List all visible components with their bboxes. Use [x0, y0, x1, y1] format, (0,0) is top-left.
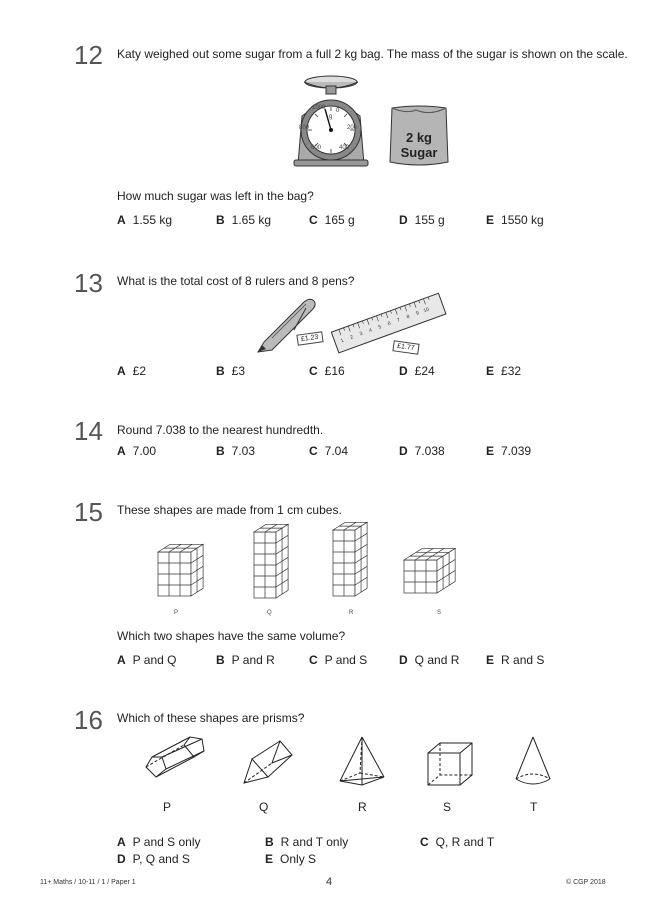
sugar-bag-label: [390, 130, 448, 160]
q16-option-b[interactable]: [265, 835, 348, 849]
q12-option-c-text: 165 g: [324, 213, 355, 227]
q15-option-c-text: P and S: [324, 653, 368, 667]
q14-option-c[interactable]: [309, 444, 348, 458]
q13-option-b[interactable]: [216, 364, 245, 378]
square-pyramid-shape: [340, 737, 384, 785]
shape-16-label-t: T: [530, 800, 538, 814]
q13-option-c[interactable]: [309, 364, 345, 378]
question-number-12: 12: [74, 40, 103, 70]
cone-shape: [516, 737, 550, 784]
q14-option-a[interactable]: [117, 444, 156, 458]
q13-option-e-text: £32: [501, 364, 522, 378]
q13-option-b-letter: B: [216, 364, 225, 378]
shape-16-label-r: R: [358, 800, 367, 814]
q16-option-b-letter: B: [265, 835, 274, 849]
scale-label-g: g: [329, 114, 333, 120]
scale-label-600: 600: [311, 145, 322, 151]
shape-label-p: P: [174, 610, 179, 616]
ruler-mark: 5: [377, 323, 383, 331]
kitchen-scale-illustration: [290, 72, 372, 168]
q13-option-e-letter: E: [486, 364, 495, 378]
q12-option-b-text: 1.65 kg: [231, 213, 272, 227]
sugar-bag-weight: 2 kg: [405, 130, 432, 145]
pentagonal-prism-shape: [146, 737, 204, 777]
shape-16-label-q: Q: [259, 800, 269, 814]
q15-option-d[interactable]: [399, 653, 459, 667]
q14-option-b[interactable]: [216, 444, 255, 458]
q16-option-c[interactable]: [420, 835, 494, 849]
q15-option-d-letter: D: [399, 653, 408, 667]
q12-option-c-letter: C: [309, 213, 318, 227]
q15-option-b-text: P and R: [231, 653, 275, 667]
q12-option-e-letter: E: [486, 213, 495, 227]
footer-left: 11+ Maths / 10-11 / 1 / Paper 1: [40, 879, 136, 886]
cube-stack-p: [158, 544, 203, 596]
scale-label-800: 800: [299, 125, 310, 131]
shape-16-label-s: S: [443, 800, 452, 814]
scale-label-400: 400: [339, 145, 350, 151]
q12-option-b[interactable]: [216, 213, 271, 227]
q13-option-a[interactable]: [117, 364, 146, 378]
ruler-mark: 8: [405, 313, 411, 321]
q15-option-c-letter: C: [309, 653, 318, 667]
ruler-mark: 3: [358, 330, 364, 338]
cube-stack-r: [333, 522, 367, 596]
q14-option-b-text: 7.03: [231, 444, 256, 458]
q14-option-e-text: 7.039: [501, 444, 532, 458]
q14-option-a-text: 7.00: [132, 444, 157, 458]
q16-option-e-text: Only S: [280, 852, 317, 866]
q12-option-d-letter: D: [399, 213, 408, 227]
q15-option-c[interactable]: [309, 653, 367, 667]
ruler-price-tag: £1.77: [392, 340, 419, 354]
q15-option-e[interactable]: [486, 653, 544, 667]
question-number-13: 13: [74, 268, 103, 298]
cube-shapes-figure: [140, 512, 490, 612]
q14-option-e-letter: E: [486, 444, 495, 458]
q13-option-a-letter: A: [117, 364, 126, 378]
shape-label-s: S: [437, 610, 442, 616]
cube-stack-s: [404, 548, 455, 593]
q14-option-c-letter: C: [309, 444, 318, 458]
q14-option-d-text: 7.038: [414, 444, 445, 458]
q16-option-d[interactable]: [117, 852, 190, 866]
q14-option-a-letter: A: [117, 444, 126, 458]
q13-option-c-text: £16: [324, 364, 345, 378]
q13-option-e[interactable]: [486, 364, 521, 378]
q12-option-d-text: 155 g: [414, 213, 445, 227]
ruler-mark: 1: [340, 337, 345, 345]
q16-option-a-text: P and S only: [132, 835, 201, 849]
q16-option-d-text: P, Q and S: [132, 852, 190, 866]
q13-option-a-text: £2: [132, 364, 147, 378]
q16-option-b-text: R and T only: [280, 835, 349, 849]
question-number-16: 16: [74, 705, 103, 735]
q14-option-d-letter: D: [399, 444, 408, 458]
q16-option-a-letter: A: [117, 835, 126, 849]
solid-shapes-figure: [140, 735, 560, 795]
q12-option-e[interactable]: [486, 213, 544, 227]
shape-16-label-p: P: [163, 800, 172, 814]
cube-stack-q: [254, 524, 288, 598]
q12-option-a-letter: A: [117, 213, 126, 227]
page-number: 4: [326, 876, 333, 888]
q14-option-b-letter: B: [216, 444, 225, 458]
q16-option-a[interactable]: [117, 835, 201, 849]
ruler-illustration: [330, 288, 448, 360]
shape-label-r: R: [349, 610, 354, 616]
q16-option-d-letter: D: [117, 852, 126, 866]
pen-price-tag: £1.23: [296, 331, 323, 345]
cube-shape: [428, 743, 472, 785]
q15-option-b-letter: B: [216, 653, 225, 667]
q13-option-d-text: £24: [414, 364, 435, 378]
question-15-prompt: Which two shapes have the same volume?: [117, 629, 346, 643]
ruler-mark: 10: [422, 306, 431, 315]
question-number-15: 15: [74, 497, 103, 527]
question-14-text: Round 7.038 to the nearest hundredth.: [117, 423, 324, 437]
q14-option-d[interactable]: [399, 444, 445, 458]
q14-option-c-text: 7.04: [324, 444, 349, 458]
q12-option-a-text: 1.55 kg: [132, 213, 173, 227]
q13-option-b-text: £3: [231, 364, 246, 378]
q12-option-c[interactable]: [309, 213, 355, 227]
q15-option-e-text: R and S: [501, 653, 545, 667]
q12-option-a[interactable]: [117, 213, 172, 227]
q12-option-b-letter: B: [216, 213, 225, 227]
q15-option-e-letter: E: [486, 653, 495, 667]
triangular-prism-shape: [244, 741, 292, 783]
ruler-mark: 4: [368, 327, 373, 335]
shape-label-q: Q: [267, 610, 272, 616]
q12-option-d[interactable]: [399, 213, 445, 227]
ruler-mark: 7: [396, 317, 402, 324]
question-12-text: Katy weighed out some sugar from a full 2 kg bag. The mass of the sugar is shown on the scale.: [117, 47, 628, 61]
q13-option-c-letter: C: [309, 364, 318, 378]
q12-option-e-text: 1550 kg: [501, 213, 544, 227]
q14-option-e[interactable]: [486, 444, 531, 458]
q15-option-d-text: Q and R: [414, 653, 460, 667]
scale-label-1000: 1000: [312, 105, 326, 111]
q15-option-b[interactable]: [216, 653, 275, 667]
q16-option-c-text: Q, R and T: [435, 835, 495, 849]
question-16-text: Which of these shapes are prisms?: [117, 711, 305, 725]
question-12-prompt: How much sugar was left in the bag?: [117, 189, 314, 203]
q15-option-a-letter: A: [117, 653, 126, 667]
pen-illustration: [254, 296, 324, 356]
ruler-mark: 9: [415, 310, 420, 317]
scale-label-200: 200: [347, 125, 358, 131]
q15-option-a[interactable]: [117, 653, 176, 667]
sugar-bag-word: Sugar: [400, 145, 438, 160]
q13-option-d-letter: D: [399, 364, 408, 378]
q16-option-e[interactable]: [265, 852, 316, 866]
footer-copyright: © CGP 2018: [566, 879, 606, 886]
ruler-mark: 6: [387, 320, 392, 328]
q15-option-a-text: P and Q: [132, 653, 177, 667]
question-13-text: What is the total cost of 8 rulers and 8 pens?: [117, 274, 355, 288]
q13-option-d[interactable]: [399, 364, 435, 378]
q16-option-e-letter: E: [265, 852, 274, 866]
question-number-14: 14: [74, 416, 103, 446]
q16-option-c-letter: C: [420, 835, 429, 849]
ruler-mark: 2: [349, 334, 355, 341]
scale-label-0: 0: [336, 108, 340, 114]
question-15-text: These shapes are made from 1 cm cubes.: [117, 503, 342, 517]
